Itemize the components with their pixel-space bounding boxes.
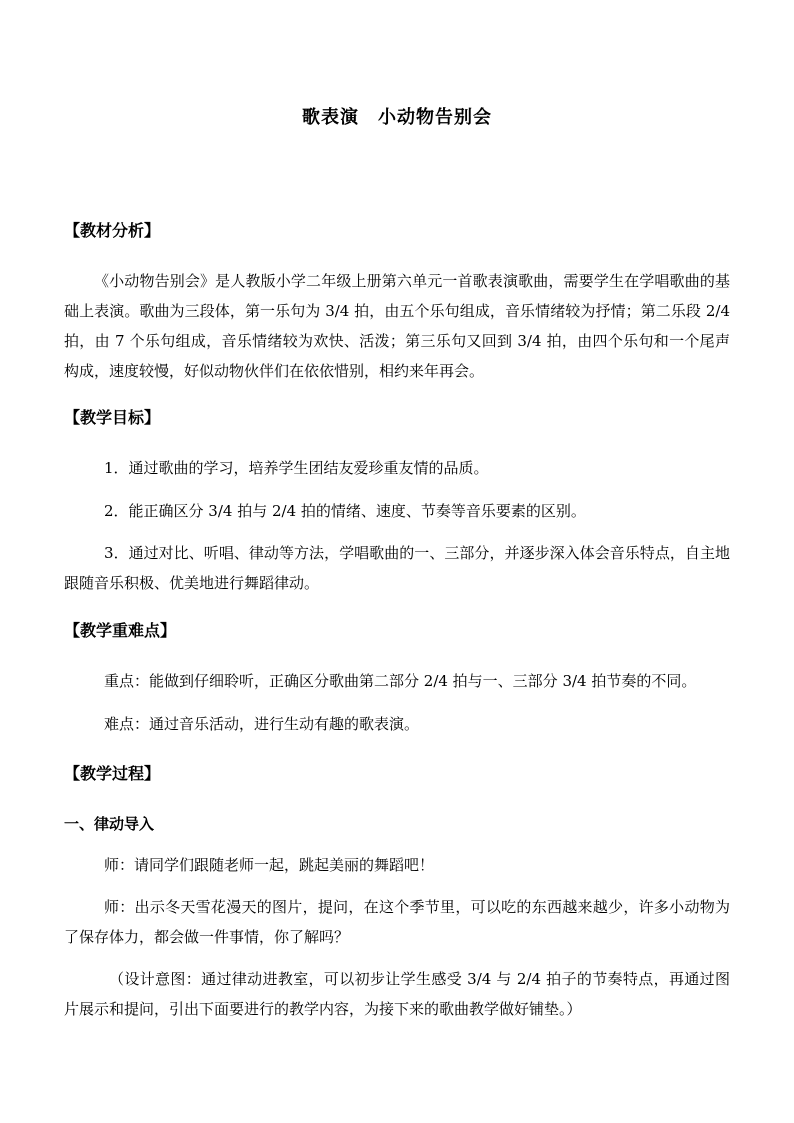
goal-item-3: 3．通过对比、听唱、律动等方法，学唱歌曲的一、三部分，并逐步深入体会音乐特点，自主地跟随音乐积极、优美地进行舞蹈律动。 [64,544,730,592]
process-line-2: 师：出示冬天雪花漫天的图片，提问，在这个季节里，可以吃的东西越来越少，许多小动物为了保存体力，都会做一件事情，你了解吗？ [64,898,730,946]
key-point: 重点：能做到仔细聆听，正确区分歌曲第二部分 2/4 拍与一、三部分 3/4 拍节奏的不同。 [104,672,697,690]
process-line-1: 师：请同学们跟随老师一起，跳起美丽的舞蹈吧！ [104,856,435,874]
goal-item-2: 2．能正确区分 3/4 拍与 2/4 拍的情绪、速度、节奏等音乐要素的区别。 [104,502,586,520]
process-line-3: （设计意图：通过律动进教室，可以初步让学生感受 3/4 与 2/4 拍子的节奏特点，再通过图片展示和提问，引出下面要进行的教学内容，为接下来的歌曲教学做好铺垫。） [64,970,730,1018]
difficulty-point: 难点：通过音乐活动，进行生动有趣的歌表演。 [104,715,420,733]
heading-process: 【教学过程】 [64,764,161,783]
heading-key-points: 【教学重难点】 [64,621,177,640]
document-title: 歌表演 小动物告别会 [302,107,492,128]
step1-title: 一、律动导入 [64,815,155,833]
heading-analysis: 【教材分析】 [64,221,161,240]
goal-item-1: 1．通过歌曲的学习，培养学生团结友爱珍重友情的品质。 [104,459,489,477]
analysis-paragraph: 《小动物告别会》是人教版小学二年级上册第六单元一首歌表演歌曲，需要学生在学唱歌曲的基础上表演。歌曲为三段体，第一乐句为 3/4 拍，由五个乐句组成，音乐情绪较为抒情；第二乐段 2/4 拍，由 7 个乐句组成，音乐情绪较为欢快、活泼；第三乐句又回到 3/4 拍，由四个乐句和一个尾声构成，速度较慢，好似动物伙伴们在依依惜别，相约来年再会。 [64,272,730,380]
heading-goals: 【教学目标】 [64,408,161,427]
